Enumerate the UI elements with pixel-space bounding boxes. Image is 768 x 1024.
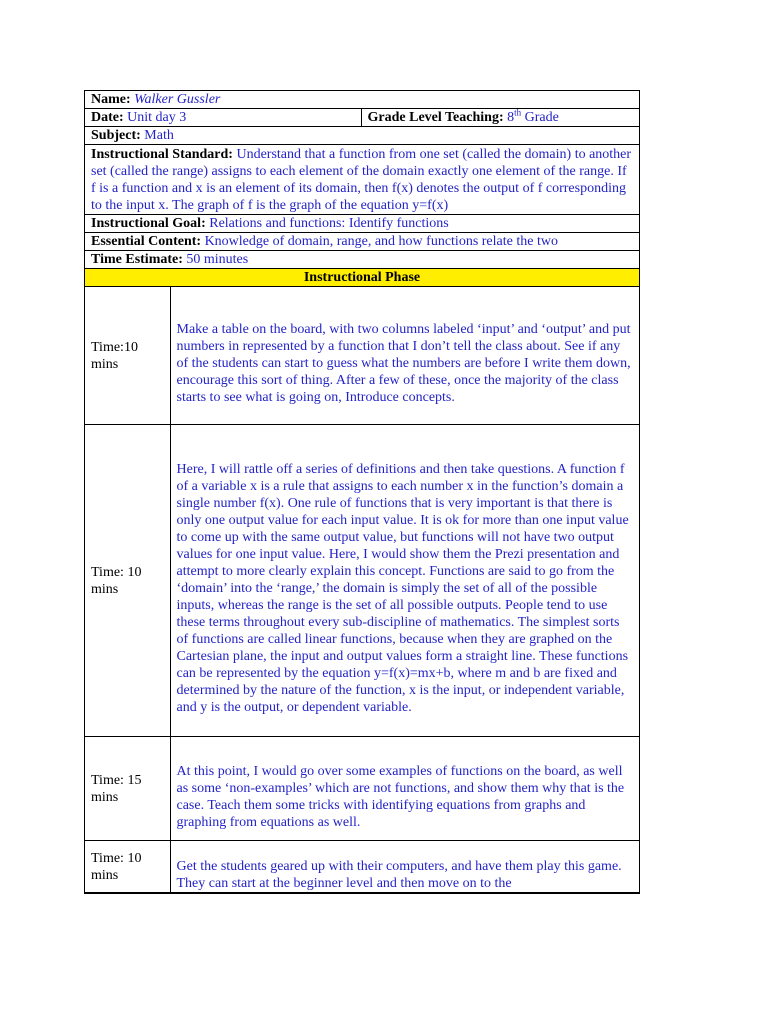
phase-row	[85, 425, 639, 737]
estimate-cell	[85, 251, 639, 269]
name-cell	[85, 91, 639, 109]
subject-value: Math	[144, 128, 174, 143]
phase-time: Time: 10 mins	[85, 425, 170, 737]
subject-label: Subject:	[91, 128, 141, 143]
goal-label: Instructional Goal:	[91, 216, 206, 231]
phase-activity: Get the students geared up with their computers, and have them play this game. They can start at the beginner level and then move on to the	[170, 841, 639, 893]
phase-header-row	[85, 269, 639, 287]
name-label: Name:	[91, 92, 131, 107]
goal-value: Relations and functions: Identify functions	[209, 216, 449, 231]
lesson-plan-document	[84, 90, 640, 894]
grade-number: 8	[507, 110, 515, 125]
phase-activity: At this point, I would go over some examples of functions on the board, as well as some ‘non-examples’ which are not functions, and show them why that is the case. Teach them some tricks with identifying equations from graphs and graphing from equations as well.	[170, 737, 639, 841]
content-row	[85, 233, 639, 251]
phase-row	[85, 287, 639, 425]
date-label: Date:	[91, 110, 124, 125]
grade-label: Grade Level Teaching:	[367, 110, 504, 125]
grade-suffix: th	[514, 107, 522, 118]
goal-cell	[85, 215, 639, 233]
date-value: Unit day 3	[127, 110, 187, 125]
estimate-label: Time Estimate:	[91, 252, 183, 267]
phase-time: Time:10 mins	[85, 287, 170, 425]
phase-header: Instructional Phase	[85, 269, 639, 287]
teacher-name: Walker Gussler	[134, 92, 221, 107]
goal-row	[85, 215, 639, 233]
phase-activity: Make a table on the board, with two columns labeled ‘input’ and ‘output’ and put numbers in represented by a function that I don’t tell the class about. See if any of the students can start to guess what the numbers are before I write them down, encourage this sort of thing. After a few of these, once the majority of the class starts to see what is going on, Introduce concepts.	[170, 287, 639, 425]
estimate-row	[85, 251, 639, 269]
date-row	[85, 109, 639, 127]
content-label: Essential Content:	[91, 234, 202, 249]
standard-cell	[85, 145, 639, 215]
phase-time: Time: 15 mins	[85, 737, 170, 841]
grade-value	[507, 107, 559, 125]
standard-label: Instructional Standard:	[91, 146, 233, 162]
phase-row	[85, 841, 639, 893]
name-row	[85, 91, 639, 109]
content-cell	[85, 233, 639, 251]
grade-cell	[361, 109, 639, 127]
grade-word: Grade	[524, 110, 559, 125]
subject-cell	[85, 127, 639, 145]
phase-row	[85, 737, 639, 841]
standard-row	[85, 145, 639, 215]
date-cell	[85, 109, 361, 127]
estimate-value: 50 minutes	[186, 252, 249, 267]
phase-activity: Here, I will rattle off a series of definitions and then take questions. A function f of a variable x is a rule that assigns to each number x in the function’s domain a single number f(x). One rule of functions that is very important is that there is only one output value for each input value. It is ok for more than one input value to come up with the same output value, but functions will not have two output values for one input value. Here, I would show them the Prezi presentation and attempt to more clearly explain this concept. Functions are said to go from the ‘domain’ into the ‘range,’ the domain is simply the set of all of the possible inputs, whereas the range is the set of all possible outputs. People tend to use these terms throughout every sub-discipline of mathematics. The simplest sorts of functions are called linear functions, because when they are graphed on the Cartesian plane, the input and output values form a straight line. These functions can be represented by the equation y=f(x)=mx+b, where m and b are fixed and determined by the nature of the function, x is the input, or independent variable, and y is the output, or dependent variable.	[170, 425, 639, 737]
subject-row	[85, 127, 639, 145]
standard-value: Understand that a function from one set (called the domain) to another set (called the range) assigns to each element of the domain exactly one element of the range. If f is a function and x is an element of its domain, then f(x) denotes the output of f corresponding to the input x. The graph of f is the graph of the equation y=f(x)	[91, 146, 632, 213]
content-value: Knowledge of domain, range, and how functions relate the two	[204, 234, 558, 249]
phase-time: Time: 10 mins	[85, 841, 170, 893]
lesson-plan-table	[85, 91, 639, 893]
